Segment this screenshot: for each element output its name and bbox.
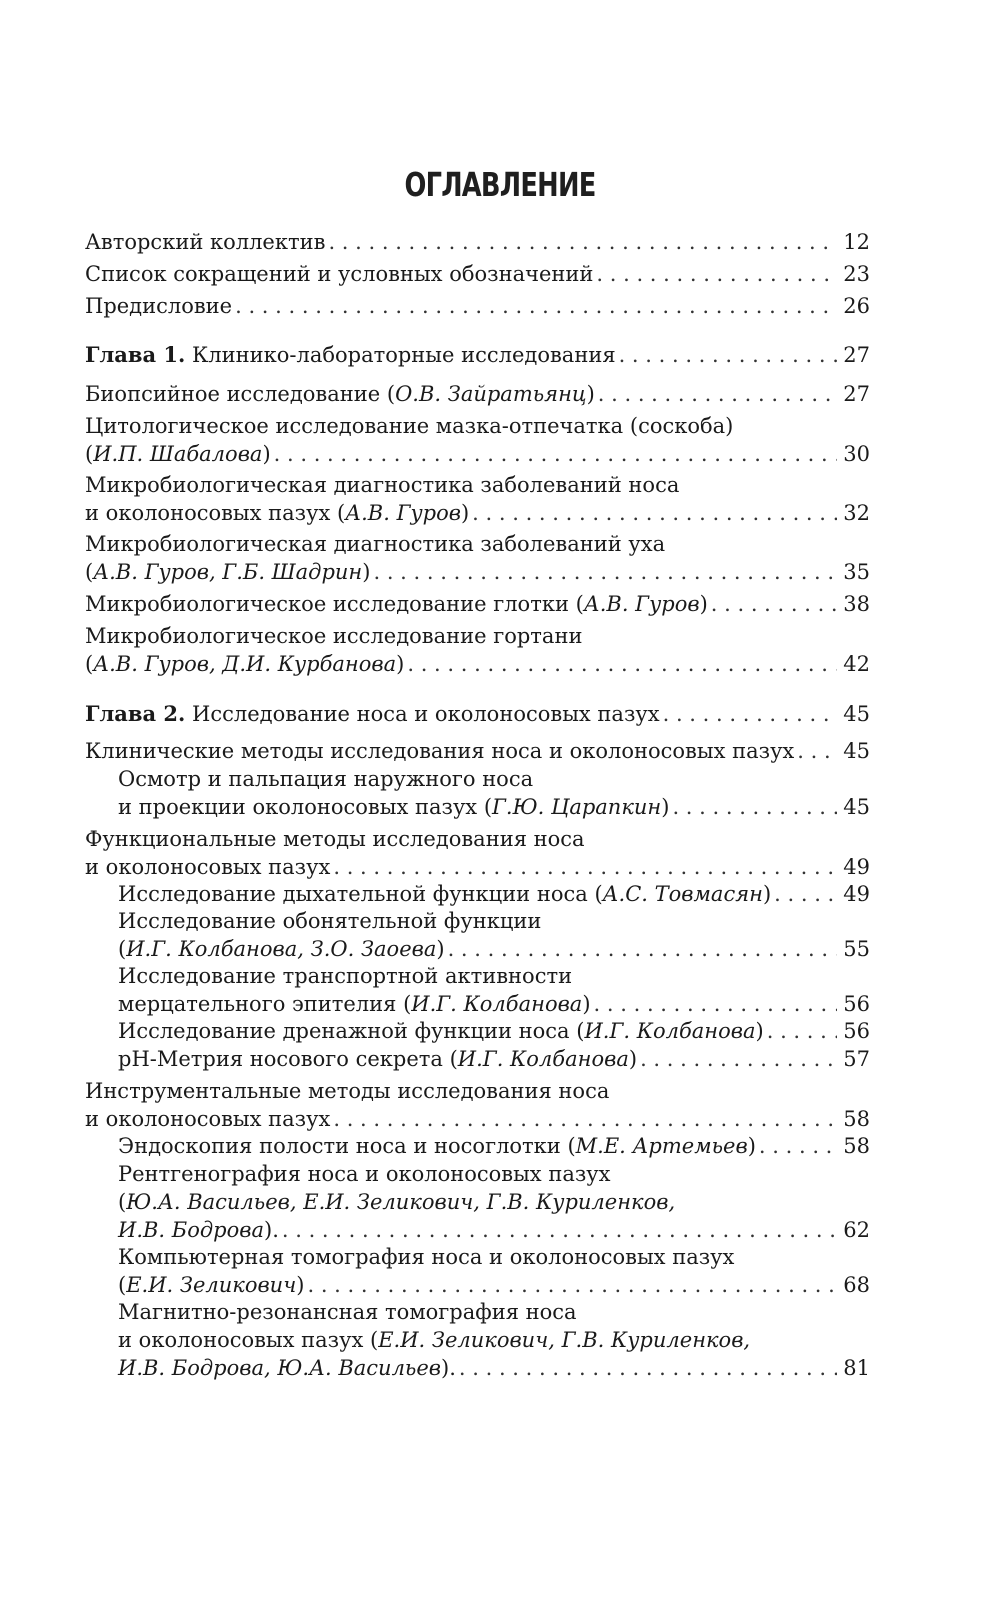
toc-entry-text-line: Микробиологическая диагностика заболеваний носа	[85, 473, 680, 497]
toc-entry-author: И.В. Бодрова	[118, 1218, 264, 1242]
dot-leader	[774, 880, 837, 908]
dot-leader	[373, 558, 837, 586]
toc-entry[interactable]	[85, 825, 870, 881]
dot-leader	[596, 260, 837, 288]
toc-entry-author: А.В. Гуров, Г.Б. Шадрин	[93, 560, 363, 584]
dot-leader	[598, 380, 837, 408]
toc-page-number: 30	[843, 442, 870, 466]
toc-entry-tail: )	[628, 1047, 638, 1071]
toc-entry-text: и проекции околоносовых пазух (	[118, 795, 493, 819]
toc-page-number: 55	[843, 937, 870, 961]
toc-entry[interactable]	[85, 292, 870, 320]
toc-entry-author: И.Г. Колбанова, З.О. Заоева	[126, 937, 437, 961]
toc-entry-text: рН-Метрия носового секрета (	[118, 1047, 458, 1071]
toc-page-number: 45	[843, 795, 870, 819]
toc-entry-text: (	[118, 1273, 127, 1297]
toc-page-number: 27	[843, 343, 870, 367]
toc-entry-author: А.В. Гуров	[345, 501, 461, 525]
toc-entry-tail: )	[582, 992, 591, 1016]
dot-leader	[235, 292, 837, 320]
toc-entry[interactable]	[118, 962, 870, 1018]
toc-entry-text-line: Микробиологическая диагностика заболеваний уха	[85, 532, 666, 556]
toc-entry-text: Микробиологическое исследование глотки (	[85, 592, 584, 616]
toc-page-number: 35	[843, 560, 870, 584]
toc-page-number: 45	[843, 739, 870, 763]
toc-page-number: 57	[843, 1047, 870, 1071]
toc-entry-tail: )	[436, 937, 445, 961]
toc-page-number: 81	[843, 1356, 870, 1380]
toc-entry-author: И.Г. Колбанова	[457, 1047, 629, 1071]
toc-entry-author: М.Е. Артемьев	[575, 1134, 748, 1158]
toc-page-number: 42	[843, 652, 870, 676]
dot-leader	[274, 440, 838, 468]
toc-entry-text: (	[85, 652, 94, 676]
toc-entry[interactable]	[85, 228, 870, 256]
toc-entry[interactable]	[85, 530, 870, 586]
dot-leader	[333, 1105, 837, 1133]
toc-page-number: 26	[843, 294, 870, 318]
toc-entry-tail: ).	[264, 1218, 279, 1242]
toc-page-number: 27	[843, 382, 870, 406]
toc-entry-text-line: Компьютерная томография носа и околоносовых пазух	[118, 1245, 735, 1269]
toc-entry[interactable]	[85, 412, 870, 468]
dot-leader	[767, 1017, 838, 1045]
toc-page-number: 58	[843, 1134, 870, 1158]
toc-entry[interactable]	[85, 471, 870, 527]
toc-entry[interactable]	[118, 1298, 870, 1382]
toc-entry-tail: )	[460, 501, 470, 525]
dot-leader	[448, 935, 838, 963]
toc-entry[interactable]	[85, 590, 870, 618]
toc-entry[interactable]	[85, 737, 870, 765]
toc-entry-text: Клинические методы исследования носа и околоносовых пазух	[85, 739, 795, 763]
toc-entry[interactable]	[118, 1160, 870, 1244]
toc-page-number: 56	[843, 992, 870, 1016]
toc-page-number: 32	[843, 501, 870, 525]
toc-entry-tail: )	[699, 592, 708, 616]
toc-page-number: 38	[843, 592, 870, 616]
toc-entry-author: А.С. Товмасян	[602, 882, 763, 906]
toc-entry-text: Список сокращений и условных обозначений	[85, 262, 594, 286]
toc-page-number: 68	[843, 1273, 870, 1297]
toc-entry-text: Исследование носа и околоносовых пазух	[192, 702, 660, 726]
toc-entry[interactable]	[118, 1243, 870, 1299]
dot-leader	[459, 1354, 837, 1382]
toc-entry-text: Эндоскопия полости носа и носоглотки (	[118, 1134, 576, 1158]
toc-entry-tail: )	[296, 1273, 305, 1297]
toc-page-number: 49	[843, 855, 870, 879]
toc-page-number: 58	[843, 1107, 870, 1131]
toc-entry-author: Е.И. Зеликович, Г.В. Куриленков,	[378, 1328, 751, 1352]
toc-entry-tail: )	[362, 560, 371, 584]
dot-leader	[282, 1216, 837, 1244]
toc-page-number: 62	[843, 1218, 870, 1242]
toc-entry-text: (	[118, 1190, 127, 1214]
toc-entry-text-line: Осмотр и пальпация наружного носа	[118, 767, 534, 791]
toc-entry-text: Биопсийное исследование (	[85, 382, 396, 406]
toc-entry-text-line: Рентгенография носа и околоносовых пазух	[118, 1162, 611, 1186]
toc-page-number: 49	[843, 882, 870, 906]
toc-entry-text-line: Цитологическое исследование мазка-отпечатка (соскоба)	[85, 414, 734, 438]
dot-leader	[672, 793, 837, 821]
toc-entry[interactable]	[118, 1017, 870, 1045]
toc-entry-text: Клинико-лабораторные исследования	[192, 343, 616, 367]
toc-page-number: 45	[843, 702, 870, 726]
toc-entry-author: А.В. Гуров	[583, 592, 700, 616]
toc-entry-author: И.В. Бодрова, Ю.А. Васильев	[118, 1356, 442, 1380]
toc-entry[interactable]	[118, 880, 870, 908]
toc-entry-text: (	[85, 442, 94, 466]
dot-leader	[333, 853, 837, 881]
toc-page-number: 23	[843, 262, 870, 286]
toc-entry-author: Е.И. Зеликович	[126, 1273, 297, 1297]
toc-page-number: 56	[843, 1019, 870, 1043]
dot-leader	[407, 650, 837, 678]
dot-leader	[619, 341, 838, 369]
dot-leader	[759, 1132, 837, 1160]
toc-entry-text: мерцательного эпителия (	[118, 992, 412, 1016]
toc-entry[interactable]	[85, 380, 870, 408]
toc-entry-text: (	[118, 937, 127, 961]
dot-leader	[640, 1045, 837, 1073]
toc-entry-text-line: Исследование обонятельной функции	[118, 909, 542, 933]
toc-entry-tail: )	[755, 1019, 764, 1043]
toc-entry-tail: ).	[441, 1356, 456, 1380]
toc-chapter-entry[interactable]	[85, 700, 870, 728]
toc-entry[interactable]	[85, 622, 870, 678]
dot-leader	[328, 228, 837, 256]
chapter-label: Глава 2.	[85, 701, 186, 726]
toc-entry-tail: )	[396, 652, 405, 676]
toc-entry[interactable]	[118, 1132, 870, 1160]
toc-entry-text: (	[85, 560, 94, 584]
toc-entry-author: Ю.А. Васильев, Е.И. Зеликович, Г.В. Куриленков,	[126, 1190, 676, 1214]
toc-entry-author: О.В. Зайратьянц	[395, 382, 587, 406]
toc-entry-text-line: Инструментальные методы исследования носа	[85, 1079, 610, 1103]
toc-entry-text: и околоносовых пазух (	[118, 1328, 379, 1352]
toc-entry[interactable]	[118, 765, 870, 821]
toc-entry-tail: )	[747, 1134, 756, 1158]
page-title: ОГЛАВЛЕНИЕ	[404, 165, 596, 204]
toc-chapter-entry[interactable]	[85, 341, 870, 369]
toc-page-number: 12	[843, 230, 870, 254]
toc-entry-text-line: Микробиологическое исследование гортани	[85, 624, 583, 648]
toc-entry[interactable]	[85, 260, 870, 288]
toc-entry-tail: )	[586, 382, 595, 406]
toc-entry-text: и околоносовых пазух	[85, 855, 331, 879]
toc-entry-tail: )	[661, 795, 670, 819]
dot-leader	[472, 499, 837, 527]
toc-entry-text: Исследование дыхательной функции носа (	[118, 882, 603, 906]
toc-entry[interactable]	[118, 907, 870, 963]
toc-entry-author: И.П. Шабалова	[93, 442, 263, 466]
dot-leader	[663, 700, 838, 728]
toc-entry-text-line: Исследование транспортной активности	[118, 964, 573, 988]
dot-leader	[594, 990, 838, 1018]
toc-entry-tail: )	[262, 442, 271, 466]
toc-entry-author: И.Г. Колбанова	[584, 1019, 756, 1043]
toc-entry-text: Предисловие	[85, 294, 233, 318]
toc-entry-text: Исследование дренажной функции носа (	[118, 1019, 585, 1043]
toc-entry-text: Авторский коллектив	[85, 230, 326, 254]
toc-entry[interactable]	[118, 1045, 870, 1073]
toc-entry-author: Г.Ю. Царапкин	[492, 795, 662, 819]
dot-leader	[307, 1271, 837, 1299]
dot-leader	[711, 590, 837, 618]
toc-entry[interactable]	[85, 1077, 870, 1133]
toc-entry-text-line: Функциональные методы исследования носа	[85, 827, 585, 851]
dot-leader	[797, 737, 837, 765]
toc-entry-text: и околоносовых пазух (	[85, 501, 346, 525]
toc-entry-text-line: Магнитно-резонансная томография носа	[118, 1300, 577, 1324]
chapter-label: Глава 1.	[85, 342, 186, 367]
toc-entry-tail: )	[762, 882, 772, 906]
toc-entry-author: И.Г. Колбанова	[411, 992, 583, 1016]
toc-entry-author: А.В. Гуров, Д.И. Курбанова	[93, 652, 397, 676]
toc-entry-text: и околоносовых пазух	[85, 1107, 331, 1131]
